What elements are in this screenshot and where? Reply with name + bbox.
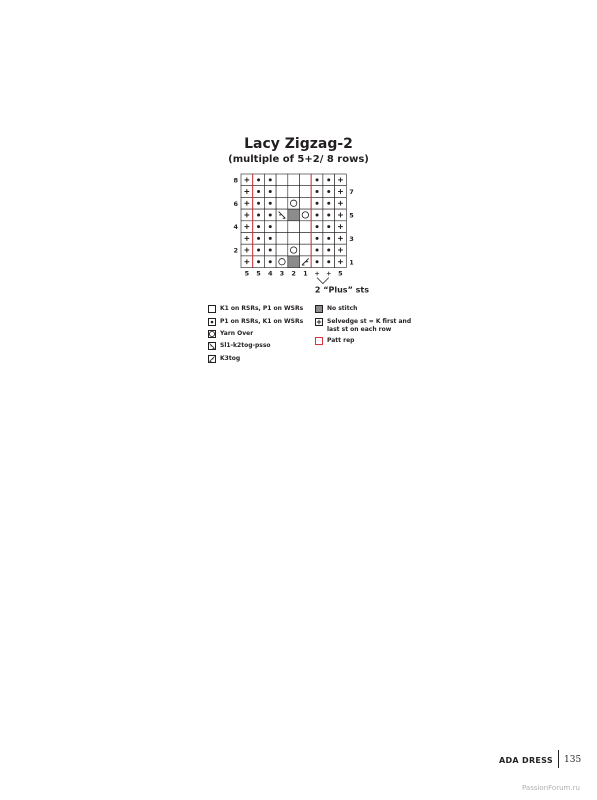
selvedge-plus-icon <box>315 318 323 326</box>
row-number-label: 4 <box>233 223 238 232</box>
k3tog-icon <box>208 355 216 363</box>
chart-cell-knit <box>276 197 288 209</box>
chart-cell-yo <box>288 244 300 256</box>
purl-dot <box>316 225 319 228</box>
purl-dot <box>327 178 330 181</box>
column-label: + <box>314 269 320 278</box>
purl-dot <box>257 202 260 205</box>
legend-purl-label: P1 on RSRs, K1 on WSRs <box>220 318 304 325</box>
row-number-label: 7 <box>349 188 354 197</box>
plus-sts-bracket <box>317 278 329 284</box>
column-label: 5 <box>256 269 261 278</box>
column-label: 3 <box>279 269 285 278</box>
purl-dot <box>316 190 319 193</box>
purl-dot <box>257 190 260 193</box>
column-label: 4 <box>267 269 273 278</box>
legend-sl1k2tog-label: Sl1-k2tog-psso <box>220 342 271 349</box>
legend-k3tog-label: K3tog <box>220 355 241 362</box>
purl-dot <box>316 249 319 252</box>
purl-dot <box>316 237 319 240</box>
chart-subtitle: (multiple of 5+2/ 8 rows) <box>228 154 369 165</box>
chart-cell-knit <box>300 197 312 209</box>
chart-cell-knit <box>288 221 300 233</box>
legend-selvedge-line2: last st on each row <box>327 326 392 333</box>
sl1-k2tog-psso-icon <box>208 342 216 350</box>
page-number: 135 <box>564 755 582 765</box>
row-number-label: 3 <box>349 234 354 243</box>
purl-dot <box>269 237 272 240</box>
purl-dot <box>327 237 330 240</box>
purl-dot <box>257 237 260 240</box>
purl-dot <box>269 225 272 228</box>
chart-title: Lacy Zigzag-2 <box>244 136 353 152</box>
watermark: PassionForum.ru <box>522 784 580 792</box>
chart-cell-knit <box>300 244 312 256</box>
purl-dot <box>327 190 330 193</box>
chart-cell-knit <box>276 221 288 233</box>
chart-cell-knit <box>300 221 312 233</box>
purl-dot <box>316 178 319 181</box>
purl-dot <box>327 213 330 216</box>
column-label: 2 <box>291 269 296 278</box>
column-label: 5 <box>338 269 343 278</box>
purl-dot <box>327 225 330 228</box>
knit-symbol-icon <box>208 305 216 313</box>
purl-symbol-icon <box>208 318 216 326</box>
row-number-label: 5 <box>349 211 354 220</box>
column-label: + <box>326 269 332 278</box>
chart-cell-knit <box>288 186 300 198</box>
chart-cell-knit <box>276 244 288 256</box>
legend-rep-label: Patt rep <box>327 337 355 344</box>
purl-dot <box>316 202 319 205</box>
chart-cell-yo <box>276 256 288 268</box>
chart-cell-knit <box>300 174 312 186</box>
patt-rep-icon <box>315 337 323 345</box>
chart-cell-knit <box>288 174 300 186</box>
purl-dot <box>269 202 272 205</box>
purl-dot <box>269 260 272 263</box>
purl-dot <box>269 249 272 252</box>
purl-dot <box>269 178 272 181</box>
chart-cell-knit <box>288 233 300 245</box>
legend-nostitch-label: No stitch <box>327 305 358 312</box>
purl-dot <box>327 249 330 252</box>
row-number-label: 2 <box>233 246 238 255</box>
footer-divider <box>558 750 559 768</box>
purl-dot <box>327 202 330 205</box>
chart-cell-knit <box>300 186 312 198</box>
purl-dot <box>257 249 260 252</box>
purl-dot <box>257 260 260 263</box>
row-number-label: 6 <box>233 199 238 208</box>
purl-dot <box>257 225 260 228</box>
purl-dot <box>316 260 319 263</box>
chart-cell-knit <box>276 174 288 186</box>
footer-section-title: ADA DRESS <box>499 756 553 765</box>
chart-cell-yo <box>300 209 312 221</box>
column-label: 1 <box>303 269 308 278</box>
chart-cell-knit <box>300 233 312 245</box>
chart-cell-nostitch <box>288 256 300 268</box>
legend-knit-label: K1 on RSRs, P1 on WSRs <box>220 305 304 312</box>
chart-cell-nostitch <box>288 209 300 221</box>
purl-dot <box>316 213 319 216</box>
purl-dot <box>327 260 330 263</box>
purl-dot <box>269 190 272 193</box>
purl-dot <box>257 213 260 216</box>
purl-dot <box>269 213 272 216</box>
no-stitch-icon <box>315 305 323 313</box>
legend-selvedge-line1: Selvedge st = K first and <box>327 318 412 325</box>
row-number-label: 8 <box>233 176 238 185</box>
purl-dot <box>257 178 260 181</box>
row-number-label: 1 <box>349 258 354 267</box>
chart-cell-knit <box>276 233 288 245</box>
plus-sts-label: 2 “Plus” sts <box>314 285 369 295</box>
chart-cell-yo <box>288 197 300 209</box>
chart-cell-knit <box>276 186 288 198</box>
column-label: 5 <box>244 269 250 278</box>
legend-yo-label: Yarn Over <box>220 330 254 337</box>
yarn-over-icon <box>208 330 216 338</box>
